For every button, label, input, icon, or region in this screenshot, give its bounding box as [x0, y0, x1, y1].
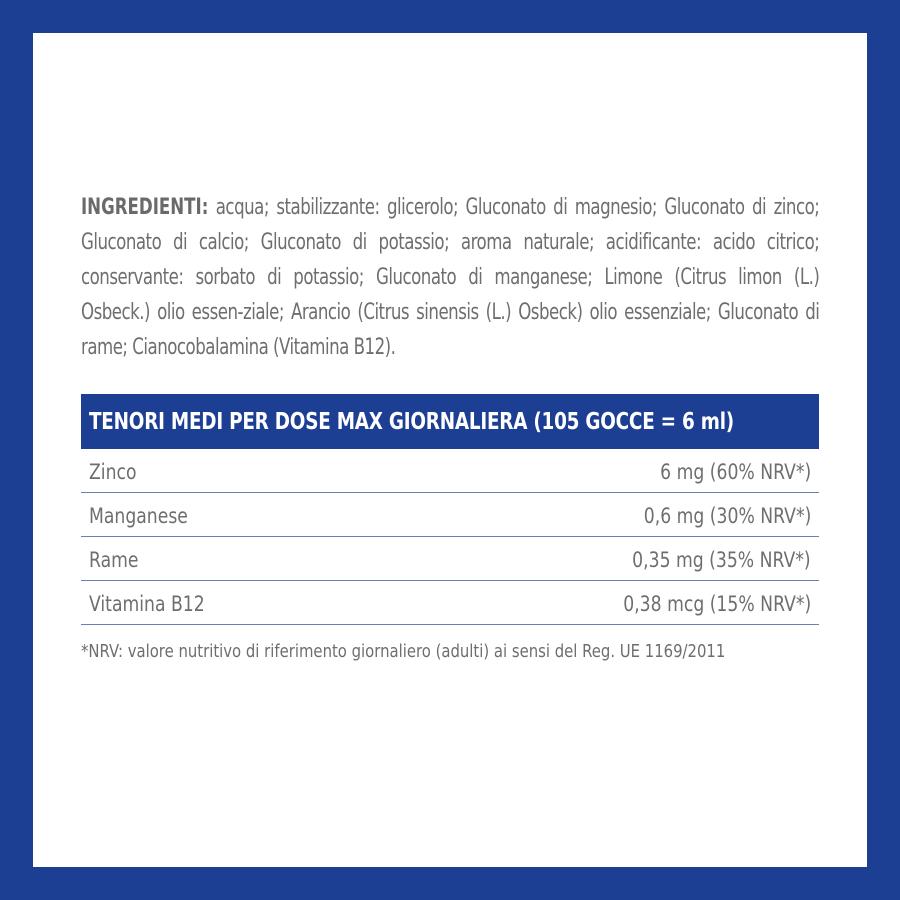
nutrient-value: 0,38 mcg (15% NRV*) — [623, 591, 811, 616]
table-row — [81, 449, 819, 493]
ingredients-text: acqua; stabilizzante: glicerolo; Gluconato di magnesio; Gluconato di zinco; Gluconato di calcio; Gluconato di potassio; aroma naturale; acidificante: acido citrico; conservante: sorbato di potassio; Gluconato di manganese; Limone (Citrus limon (L.) Osbeck.) olio essen-ziale; Arancio (Citrus sinensis (L.) Osbeck) olio essenziale; Gluconato di rame; Cianocobalamina (Vitamina B12). — [81, 195, 820, 360]
nutrient-value: 0,6 mg (30% NRV*) — [643, 503, 811, 528]
nrv-footnote: *NRV: valore nutritivo di riferimento giornaliero (adulti) ai sensi del Reg. UE 1169/2011 — [81, 641, 726, 662]
nutrient-name: Zinco — [89, 459, 137, 484]
label-content — [81, 190, 819, 662]
label-panel — [33, 33, 867, 867]
nutrient-name: Rame — [89, 547, 139, 572]
nutrient-name: Manganese — [89, 503, 188, 528]
ingredients-label: INGREDIENTI: — [81, 195, 209, 220]
table-row — [81, 493, 819, 537]
nutrition-table — [81, 394, 819, 625]
table-row — [81, 581, 819, 625]
nutrition-table-title: TENORI MEDI PER DOSE MAX GIORNALIERA (105 GOCCE = 6 ml) — [89, 408, 734, 435]
table-row — [81, 537, 819, 581]
nutrition-table-header — [81, 394, 819, 449]
ingredients-paragraph — [81, 190, 819, 365]
nutrient-value: 6 mg (60% NRV*) — [659, 459, 811, 484]
nutrient-value: 0,35 mg (35% NRV*) — [632, 547, 811, 572]
nutrient-name: Vitamina B12 — [89, 591, 205, 616]
